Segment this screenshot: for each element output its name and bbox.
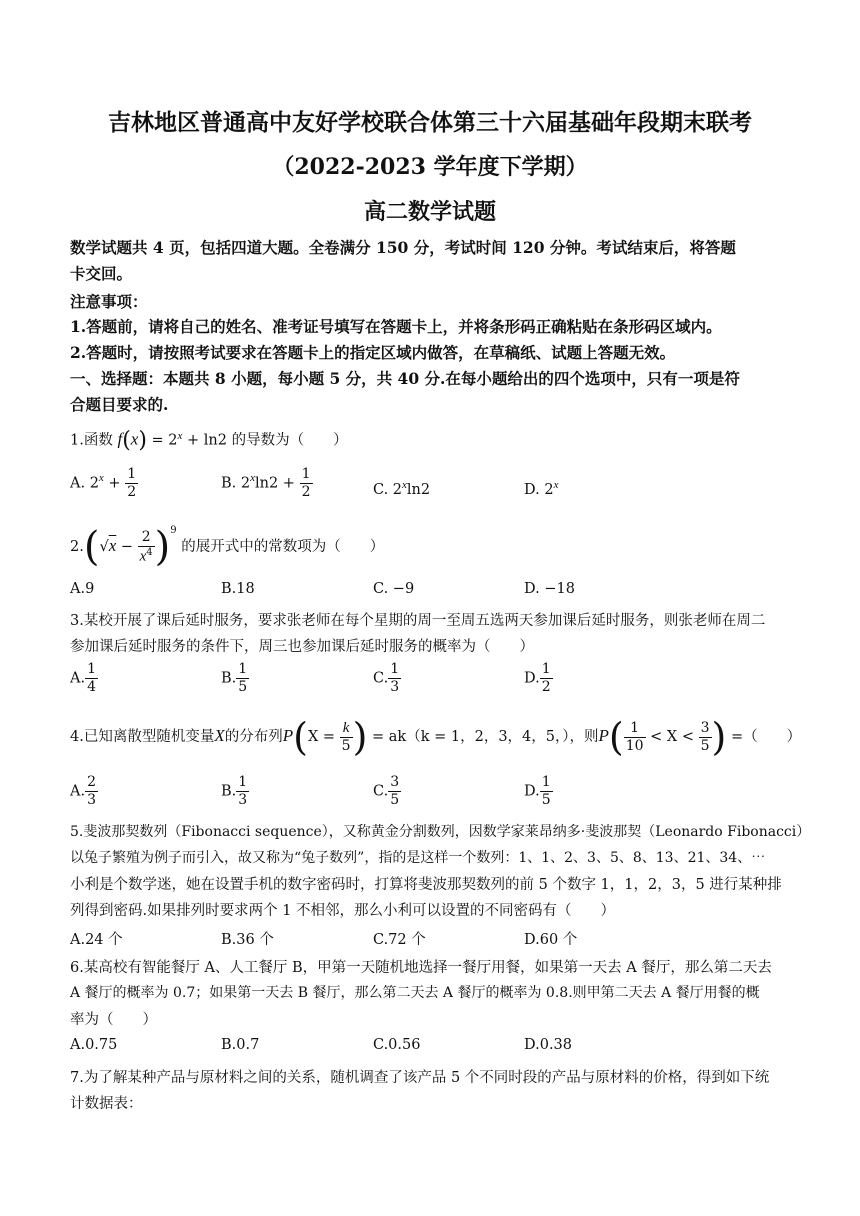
- q2-option-d: D. −18: [524, 581, 575, 597]
- q3-option-a: A. $\frac{1}{4}$: [70, 661, 97, 695]
- q1-option-c: C. 2$^x$ln2: [373, 479, 431, 498]
- q2-option-b: B.18: [221, 581, 255, 597]
- question-6-line-3: 率为（ ）: [70, 1012, 157, 1028]
- notice-rule-2: 2.答题时，请按照考试要求在答题卡上的指定区域内做答，在草稿纸、试题上答题无效。: [70, 343, 676, 362]
- q2-option-c: C. −9: [373, 581, 415, 597]
- question-5-line-2: 以兔子繁殖为例子而引入，故又称为“兔子数列”，指的是这样一个数列：1、1、2、3、5、8、13、21、34、⋯: [70, 850, 766, 866]
- question-7-line-2: 计数据表：: [70, 1096, 143, 1112]
- q5-option-c: C.72 个: [373, 932, 426, 948]
- question-3-line-1: 3.某校开展了课后延时服务，要求张老师在每个星期的周一至周五选两天参加课后延时服务，则张老师在周二: [70, 613, 766, 629]
- question-1: 1.函数 $f(x) = 2^x + \ln 2$ 的导数为（ ）: [70, 428, 348, 453]
- question-5-line-4: 列得到密码.如果排列时要求两个 1 不相邻，那么小利可以设置的不同密码有（ ）: [70, 903, 616, 919]
- q5-option-a: A.24 个: [70, 932, 123, 948]
- exam-subject: 高二数学试题: [363, 199, 496, 225]
- q6-option-c: C.0.56: [373, 1037, 421, 1053]
- q3-option-d: D. $\frac{1}{2}$: [524, 661, 551, 695]
- q4-option-a: A. $\frac{2}{3}$: [70, 774, 97, 808]
- q2-option-a: A.9: [70, 581, 95, 597]
- q6-option-a: A.0.75: [70, 1037, 118, 1053]
- q4-option-d: D. $\frac{1}{5}$: [524, 774, 551, 808]
- exam-title: 吉林地区普通高中友好学校联合体第三十六届基础年段期末联考: [108, 109, 752, 136]
- q1-option-d: D. 2$^x$: [524, 479, 559, 498]
- section-1-heading-cont: 合题目要求的.: [70, 395, 169, 414]
- notice-rule-1: 1.答题前，请将自己的姓名、准考证号填写在答题卡上，并将条形码正确粘贴在条形码区域内。: [70, 317, 722, 336]
- exam-term: （2022-2023 学年度下学期）: [272, 154, 588, 180]
- q1-option-a: A. 2$^x$ + $\frac{1}{2}$: [70, 466, 137, 500]
- question-3-line-2: 参加课后延时服务的条件下，周三也参加课后延时服务的概率为（ ）: [70, 639, 534, 655]
- q5-option-d: D.60 个: [524, 932, 578, 948]
- notice-heading: 注意事项：: [70, 292, 148, 311]
- intro-line-2: 卡交回。: [70, 264, 133, 283]
- intro-line-1: 数学试题共 4 页，包括四道大题。全卷满分 150 分，考试时间 120 分钟。考试结束后，将答题: [70, 238, 736, 257]
- question-5-line-1: 5.斐波那契数列（Fibonacci sequence），又称黄金分割数列，因数学家莱昂纳多·斐波那契（Leonardo Fibonacci）: [70, 824, 811, 840]
- question-2: 2.(√x − $\frac{2}{x^4}$ )$^9$ 的展开式中的常数项为（ ）: [70, 524, 385, 570]
- q6-option-d: D.0.38: [524, 1037, 573, 1053]
- q6-option-b: B.0.7: [221, 1037, 260, 1053]
- q1-option-b: B. $2^x\ln 2$ + $\frac{1}{2}$: [221, 466, 311, 500]
- section-1-heading: 一、选择题：本题共 8 小题，每小题 5 分，共 40 分.在每小题给出的四个选项中，只有一项是符: [70, 369, 740, 388]
- q3-option-b: B. $\frac{1}{5}$: [221, 661, 248, 695]
- q4-option-b: B. $\frac{1}{3}$: [221, 774, 248, 808]
- question-7-line-1: 7.为了解某种产品与原材料之间的关系，随机调查了该产品 5 个不同时段的产品与原材料的价格，得到如下统: [70, 1070, 770, 1086]
- question-5-line-3: 小利是个数学迷，她在设置手机的数字密码时，打算将斐波那契数列的前 5 个数字 1，1，2，3，5 进行某种排: [70, 877, 782, 893]
- q5-option-b: B.36 个: [221, 932, 274, 948]
- question-4: 4.已知离散型随机变量X的分布列P(X = $\frac{k}{5}$ ) = ak（k = 1，2，3，4，5，），则P( $\frac{1}{10}$ < X < $\frac{3}{5}$ ) =（ ）: [70, 715, 802, 759]
- question-6-line-2: A 餐厅的概率为 0.7；如果第一天去 B 餐厅，那么第二天去 A 餐厅的概率为 0.8.则甲第二天去 A 餐厅用餐的概: [70, 985, 760, 1001]
- question-6-line-1: 6.某高校有智能餐厅 A、人工餐厅 B，甲第一天随机地选择一餐厅用餐，如果第一天去 A 餐厅，那么第二天去: [70, 960, 772, 976]
- q3-option-c: C. $\frac{1}{3}$: [373, 661, 400, 695]
- q4-option-c: C. $\frac{3}{5}$: [373, 774, 400, 808]
